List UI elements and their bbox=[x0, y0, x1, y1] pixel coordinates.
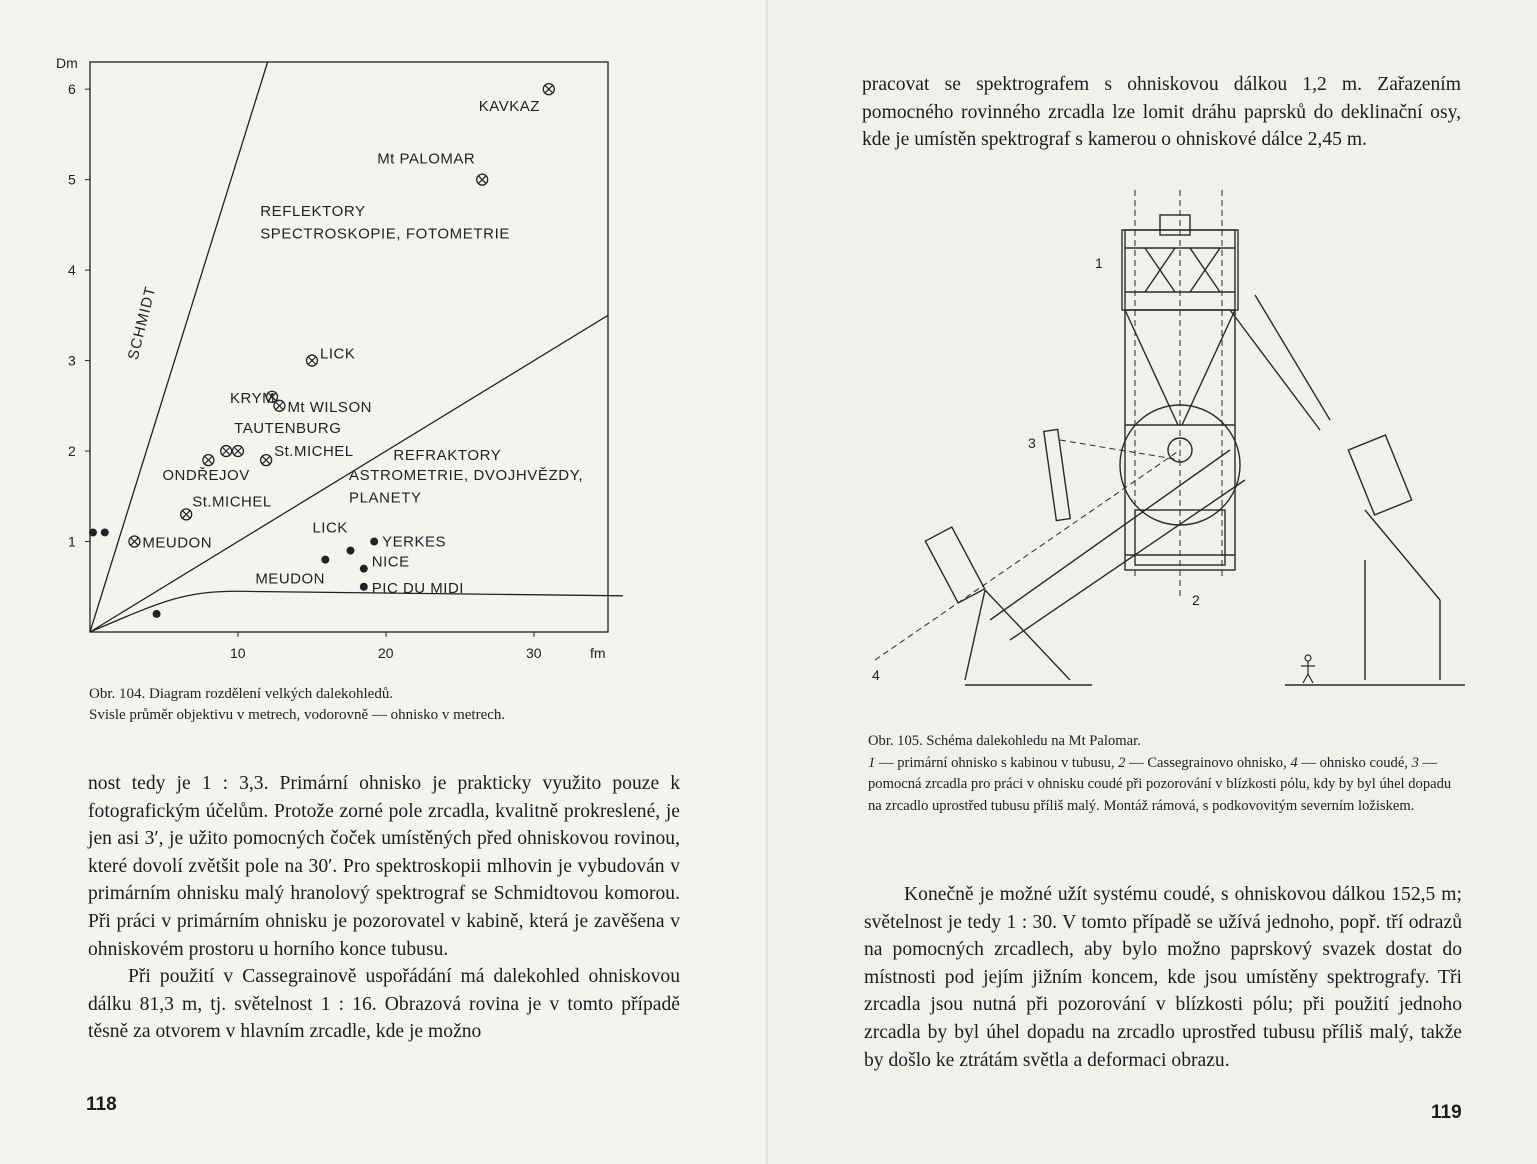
y-tick-label: 2 bbox=[68, 443, 76, 460]
paragraph: nost tedy je 1 : 3,3. Primární ohnisko je prakticky využito pouze k fotografickým účelům. Protože zorné pole zrcadla, kvalitně prokreslené, je jen asi 3′, je užito pomocných čoček umístěných před ohniskovou rovinou, které dovolí zvětšit pole na 30′. Pro spektroskopii mlhovin je vybudován v primárním ohnisku malý hranolový spektrograf se Schmidtovou komorou. Při práci v primárním ohnisku je pozorovatel v kabině, která je zavěšena v ohniskovém prostoru u horního konce tubusu. bbox=[88, 773, 680, 960]
y-tick-label: 4 bbox=[68, 262, 76, 279]
region-label: PLANETY bbox=[349, 489, 422, 507]
point-label: St.MICHEL bbox=[192, 493, 272, 511]
region-label: SPECTROSKOPIE, FOTOMETRIE bbox=[260, 225, 510, 243]
refractor-point bbox=[321, 556, 329, 564]
point-label: KAVKAZ bbox=[478, 98, 540, 116]
point-label: YERKES bbox=[382, 533, 447, 551]
diagram-label-4: 4 bbox=[872, 667, 880, 683]
chart-labels bbox=[125, 98, 583, 597]
reflector-point bbox=[203, 455, 214, 466]
point-label: Mt WILSON bbox=[287, 398, 372, 416]
caption-num: 2 bbox=[1118, 754, 1126, 771]
refractor-point bbox=[89, 528, 97, 536]
person-figure bbox=[1301, 655, 1315, 683]
reflector-point bbox=[307, 355, 318, 366]
refractor-point bbox=[153, 610, 161, 618]
y-tick-label: 6 bbox=[68, 81, 76, 98]
reflector-point bbox=[181, 509, 192, 520]
refractor-point bbox=[101, 528, 109, 536]
figure-105-telescope-diagram bbox=[860, 180, 1480, 700]
y-tick-label: 1 bbox=[68, 533, 76, 550]
refractor-point bbox=[360, 583, 368, 591]
page-number: 118 bbox=[86, 1094, 117, 1115]
reflector-point bbox=[221, 446, 232, 457]
region-label: REFLEKTORY bbox=[260, 202, 366, 220]
caption-text: — Cassegrainovo ohnisko, bbox=[1125, 754, 1291, 771]
point-label: Mt PALOMAR bbox=[377, 150, 476, 168]
point-label: LICK bbox=[320, 345, 356, 363]
figure-105-caption-title: Obr. 105. Schéma dalekohledu na Mt Palomar. bbox=[868, 733, 1141, 749]
y-axis-label: Dm bbox=[56, 55, 78, 71]
point-label: MEUDON bbox=[255, 570, 325, 588]
figure-104-chart bbox=[48, 40, 628, 670]
refractor-boundary-curve bbox=[90, 591, 623, 632]
left-body-text bbox=[88, 770, 680, 1046]
paragraph: pracovat se spektrografem s ohniskovou dálkou 1,2 m. Zařazením pomocného rovinného zrcadla lze lomit dráhu paprsků do deklinační osy, kde je umístěn spektrograf s kamerou o ohniskové dálce 2,45 m. bbox=[862, 74, 1461, 151]
x-tick-label: 20 bbox=[378, 645, 394, 661]
caption-num: 1 bbox=[868, 754, 876, 771]
figure-104-caption-line2: Svisle průměr objektivu v metrech, vodorovně — ohnisko v metrech. bbox=[89, 707, 506, 723]
caption-num: 4 bbox=[1290, 754, 1298, 771]
schmidt-label: SCHMIDT bbox=[124, 284, 160, 362]
diagram-label-3: 3 bbox=[1028, 435, 1036, 451]
caption-num: 3 bbox=[1411, 754, 1419, 771]
refractor-point bbox=[360, 565, 368, 573]
point-label: NICE bbox=[371, 553, 410, 571]
reflector-point bbox=[543, 84, 554, 95]
point-label: KRYM bbox=[230, 389, 276, 407]
reflector-point bbox=[233, 446, 244, 457]
figure-104-caption bbox=[89, 684, 649, 726]
point-label: ONDŘEJOV bbox=[162, 467, 250, 485]
paragraph: Konečně je možné užít systému coudé, s ohniskovou dálkou 152,5 m; světelnost je tedy 1 : 30. V tomto případě se užívá jednoho, popř. tří odrazů na pomocných zrcadlech, aby bylo možno paprskový svazek dostat do místnosti pod jejím jižním koncem, kde jsou umístěny spektrografy. Tři zrcadla jsou nutná při pozorování v blízkosti pólu; při použití jednoho zrcadla by byl úhel dopadu na zrcadlo uprostřed tubusu příliš malý, takže by došlo ke ztrátám světla a deformaci obrazu. bbox=[864, 884, 1462, 1071]
refractor-point bbox=[346, 547, 354, 555]
x-tick-label: 10 bbox=[230, 645, 246, 661]
point-label: St.MICHEL bbox=[274, 443, 354, 461]
caption-text: — ohnisko coudé, bbox=[1297, 754, 1412, 771]
reflector-point bbox=[274, 400, 285, 411]
point-label: LICK bbox=[312, 519, 348, 537]
diagram-label-2: 2 bbox=[1192, 592, 1200, 608]
left-page bbox=[0, 0, 768, 1164]
y-tick-label: 3 bbox=[68, 352, 76, 369]
caption-text: — pomocná zrcadla pro práci v ohnisku coudé při pozorování v blízkosti pólu, kdy by byl úhel dopadu na zrcadlo uprostřed tubusu příliš malý. Montáž rámová, s podkovovitým severním ložiskem. bbox=[868, 754, 1452, 814]
figure-105-caption bbox=[868, 731, 1468, 817]
reflector-point bbox=[477, 174, 488, 185]
point-label: PIC DU MIDI bbox=[371, 579, 464, 597]
right-bottom-text bbox=[864, 881, 1462, 1074]
figure-105-caption-body bbox=[868, 753, 1468, 818]
region-label: REFRAKTORY bbox=[393, 447, 502, 465]
diagram-label-1: 1 bbox=[1095, 255, 1103, 271]
right-top-text bbox=[862, 71, 1461, 154]
reflector-point bbox=[261, 455, 272, 466]
refractor-point bbox=[370, 538, 378, 546]
paragraph: Při použití v Cassegrainově uspořádání má dalekohled ohniskovou dálku 81,3 m, tj. světelnost 1 : 16. Obrazová rovina je v tomto případě těsně za otvorem v hlavním zrcadle, kde je možno bbox=[88, 966, 680, 1043]
y-tick-label: 5 bbox=[68, 171, 76, 188]
reflector-point bbox=[129, 536, 140, 547]
point-label: MEUDON bbox=[142, 534, 213, 552]
x-tick-label: 30 bbox=[526, 645, 542, 661]
page-number: 119 bbox=[1431, 1102, 1462, 1123]
region-label: ASTROMETRIE, DVOJHVĚZDY, bbox=[349, 467, 584, 484]
point-label: TAUTENBURG bbox=[234, 420, 342, 438]
caption-text: — primární ohnisko s kabinou v tubusu, bbox=[875, 754, 1119, 771]
telescope-mount bbox=[925, 295, 1440, 680]
x-axis-label: fm bbox=[590, 645, 606, 661]
figure-104-caption-line1: Obr. 104. Diagram rozdělení velkých dalekohledů. bbox=[89, 686, 394, 702]
